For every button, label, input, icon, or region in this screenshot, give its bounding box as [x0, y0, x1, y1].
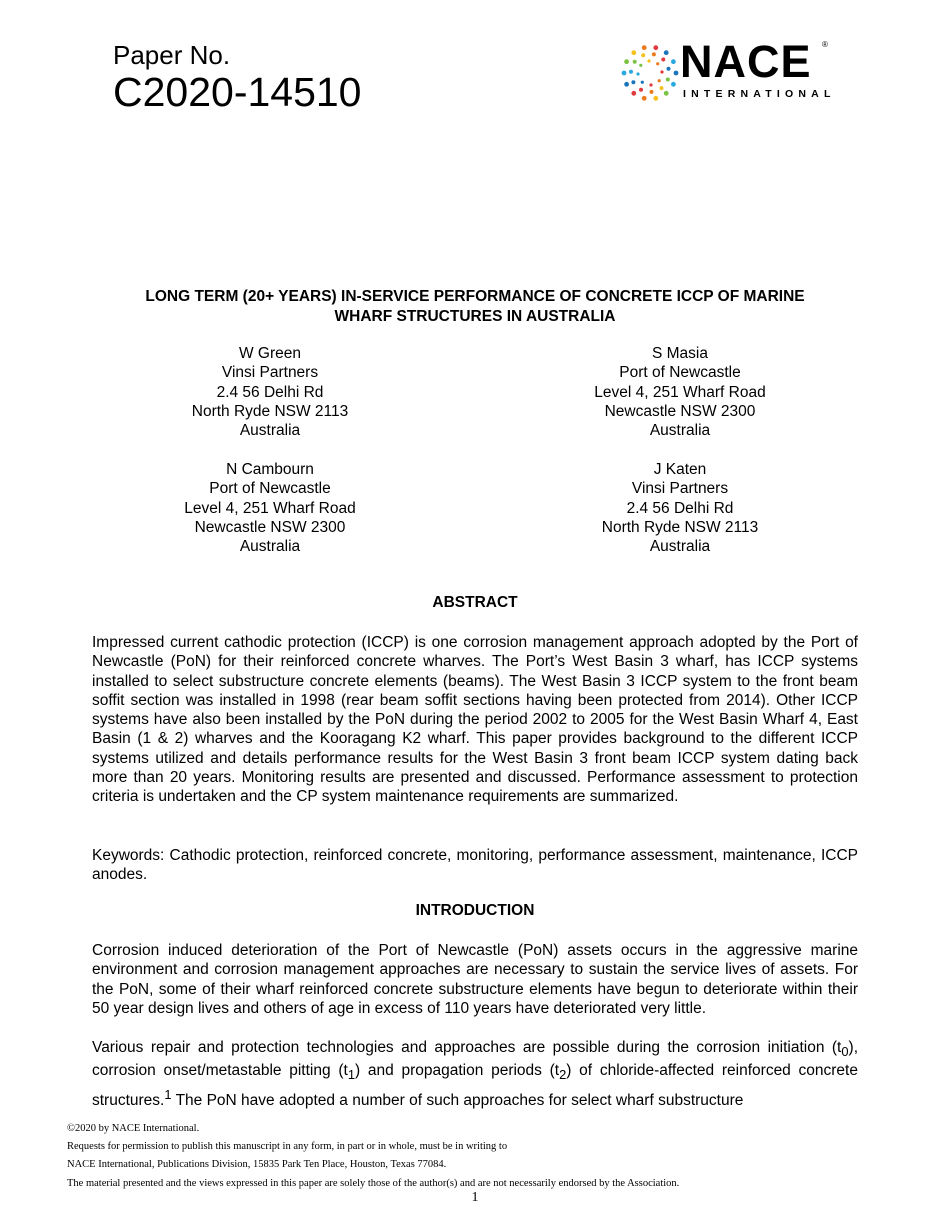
intro-paragraph-1: Corrosion induced deterioration of the Port of Newcastle (PoN) assets occurs in the aggressive marine environment and corrosion management approaches are necessary to sustain the service lives of assets. For the PoN, some of their wharf reinforced concrete substructure elements have begun to deteriorate within their 50 year design lives and others of age in excess of 110 years have deteriorated very little. [92, 942, 858, 1017]
page-number: 1 [471, 1190, 479, 1205]
logo-dot [653, 96, 658, 101]
logo-dot [631, 50, 636, 55]
author-org: Port of Newcastle [209, 480, 331, 498]
author-name: J Katen [653, 461, 707, 478]
paper-number: C2020-14510 [113, 69, 362, 115]
logo-dot [671, 82, 676, 87]
paper-title [92, 287, 858, 327]
author-country: Australia [239, 422, 301, 440]
title-line: WHARF STRUCTURES IN AUSTRALIA [334, 308, 616, 325]
logo-dot [652, 52, 656, 56]
author-org: Vinsi Partners [631, 480, 729, 498]
author-name: N Cambourn [226, 461, 314, 478]
logo-dot [624, 82, 629, 87]
author-country: Australia [649, 422, 711, 440]
subscript: 1 [347, 1067, 355, 1083]
text-run: ) of chloride-affected reinforced concrete structures. [92, 1062, 858, 1109]
footer-line: Requests for permission to publish this manuscript in any form, in part or in whole, must be in writing to [67, 1141, 508, 1153]
author-address: Newcastle NSW 2300 [194, 518, 346, 536]
author-address: Newcastle NSW 2300 [604, 402, 756, 420]
author-name: W Green [238, 345, 301, 362]
logo-dot [631, 80, 635, 84]
author-country: Australia [649, 538, 711, 556]
introduction-heading: INTRODUCTION [415, 902, 535, 919]
logo-dot [666, 78, 670, 82]
logo-dot [624, 59, 629, 64]
author-country: Australia [239, 538, 301, 556]
author-block [130, 344, 410, 440]
logo-registered-mark: ® [822, 40, 828, 49]
logo-dot [671, 59, 676, 64]
text-run: The PoN have adopted a number of such approaches for select wharf substructure [171, 1091, 744, 1109]
logo-dot [639, 88, 643, 92]
logo-dot [667, 67, 671, 71]
logo-dot [661, 58, 665, 62]
text-run: ), corrosion onset/metastable pitting (t [92, 1039, 858, 1080]
author-org: Port of Newcastle [619, 364, 741, 382]
logo-dot [664, 50, 669, 55]
footer-notice [67, 1120, 679, 1193]
footer-copyright: ©2020 by NACE International. [67, 1123, 200, 1134]
author-address: Level 4, 251 Wharf Road [594, 383, 766, 401]
keywords: Keywords: Cathodic protection, reinforced concrete, monitoring, performance assessment, maintenance, ICCP anodes. [92, 847, 858, 884]
footer-line: The material presented and the views expressed in this paper are solely those of the author(s) and are not necessarily endorsed by the Association. [67, 1177, 680, 1189]
paper-label: Paper No. [113, 40, 231, 70]
logo-dot [658, 79, 661, 82]
footer-line: NACE International, Publications Division, 15835 Park Ten Place, Houston, Texas 77084. [67, 1159, 447, 1171]
logo-dot [639, 64, 642, 67]
author-block [540, 344, 820, 440]
logo-dot [656, 62, 659, 65]
logo-dot [629, 70, 633, 74]
author-address: 2.4 56 Delhi Rd [626, 499, 734, 517]
paper-number-block [113, 40, 361, 114]
logo-dot [660, 86, 664, 90]
logo-dot [674, 71, 679, 76]
logo-dot [649, 83, 652, 86]
author-block [130, 460, 410, 556]
logo-dot [660, 70, 663, 73]
abstract-heading: ABSTRACT [432, 594, 518, 611]
logo-dot [631, 91, 636, 96]
intro-paragraph-2 [92, 1038, 858, 1110]
title-line: LONG TERM (20+ YEARS) IN-SERVICE PERFORMANCE OF CONCRETE ICCP OF MARINE [145, 288, 805, 305]
author-block [540, 460, 820, 556]
logo-dot [633, 60, 637, 64]
logo-dot [647, 59, 650, 62]
logo-subtitle: INTERNATIONAL [683, 88, 836, 100]
reference-superscript: 1 [164, 1086, 172, 1102]
nace-logo-icon [620, 42, 680, 104]
logo-dot [664, 91, 669, 96]
logo-dot [653, 45, 658, 50]
logo-dot [641, 81, 644, 84]
text-run: ) and propagation periods (t [355, 1062, 560, 1080]
subscript: 0 [841, 1044, 849, 1060]
nace-logo [620, 36, 836, 104]
author-name: S Masia [652, 345, 708, 362]
author-address: North Ryde NSW 2113 [191, 402, 349, 420]
logo-dot [636, 72, 639, 75]
logo-wordmark: NACE [680, 36, 812, 87]
logo-dot [642, 96, 647, 101]
logo-dot [642, 45, 647, 50]
text-run: Various repair and protection technologies and approaches are possible during the corrosion initiation (t [92, 1039, 842, 1056]
author-org: Vinsi Partners [221, 364, 319, 382]
abstract-text: Impressed current cathodic protection (ICCP) is one corrosion management approach adopted by the Port of Newcastle (PoN) for their reinforced concrete wharves. The Port’s West Basin 3 wharf, has ICCP systems installed to select substructure concrete elements (beams). The West Basin 3 ICCP system to the front beam soffit section was installed in 1998 (rear beam soffit sections having been protected from 2014). Other ICCP systems have also been installed by the PoN during the period 2002 to 2005 for the West Basin Wharf 4, East Basin (1 & 2) wharves and the Kooragang K2 wharf. This paper provides background to the different ICCP systems utilized and details performance results for the West Basin 3 front beam ICCP system dating back more than 20 years. Monitoring results are presented and discussed. Performance assessment to protection criteria is undertaken and the CP system maintenance requirements are summarized. [92, 634, 858, 806]
logo-dot [622, 71, 627, 76]
logo-dot [650, 90, 654, 94]
author-address: 2.4 56 Delhi Rd [216, 383, 324, 401]
author-address: North Ryde NSW 2113 [601, 518, 759, 536]
subscript: 2 [559, 1067, 567, 1083]
author-address: Level 4, 251 Wharf Road [184, 499, 356, 517]
logo-dot [641, 53, 645, 57]
